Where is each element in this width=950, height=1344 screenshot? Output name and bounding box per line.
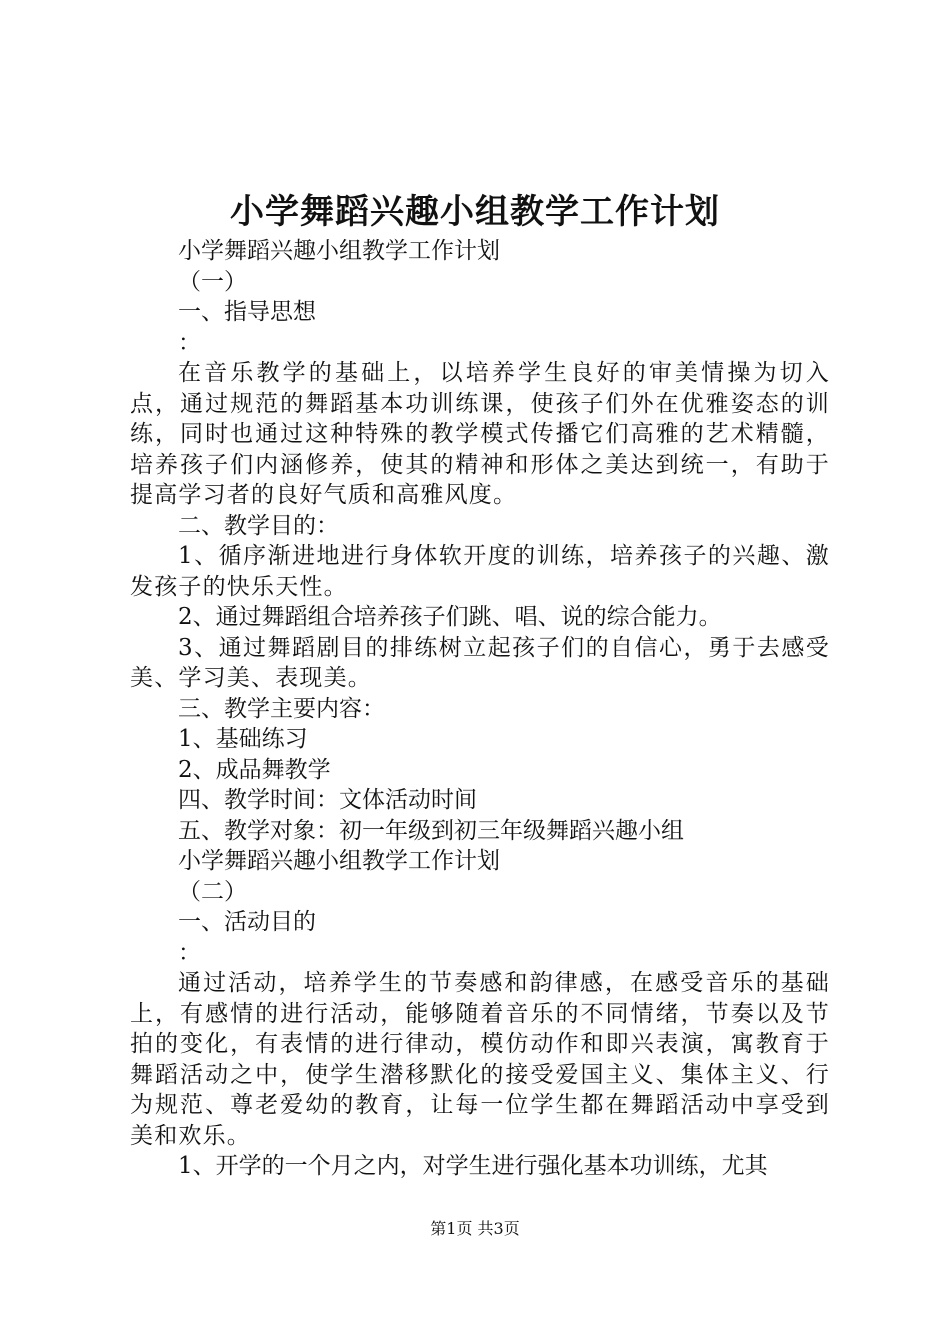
section-heading: 小学舞蹈兴趣小组教学工作计划 [178, 238, 500, 264]
document-body [130, 236, 830, 1182]
purpose-heading: 一、活动目的 [178, 909, 316, 935]
time-line: 四、教学时间：文体活动时间 [178, 787, 477, 813]
content-item: 1、基础练习 [178, 726, 308, 752]
goal-item: 3、通过舞蹈剧目的排练树立起孩子们的自信心，勇于去感受美、学习美、表现美。 [130, 634, 830, 691]
page-title: 小学舞蹈兴趣小组教学工作计划 [230, 192, 720, 232]
section-number: （一） [178, 268, 247, 295]
section-heading: 小学舞蹈兴趣小组教学工作计划 [178, 848, 500, 874]
page-footer: 第1页 共3页 [430, 1219, 520, 1238]
purpose-paragraph: 通过活动，培养学生的节奏感和韵律感，在感受音乐的基础上，有感情的进行活动，能够随着音乐的不同情绪，节奏以及节拍的变化，有表情的进行律动，模仿动作和即兴表演，寓教育于舞蹈活动之中，使学生潜移默化的接受爱国主义、集体主义、行为规范、尊老爱幼的教育，让每一位学生都在舞蹈活动中享受到美和欢乐。 [130, 970, 830, 1149]
colon-line: ： [178, 939, 201, 966]
guide-paragraph: 在音乐教学的基础上，以培养学生良好的审美情操为切入点，通过规范的舞蹈基本功训练课，使孩子们外在优雅姿态的训练，同时也通过这种特殊的教学模式传播它们高雅的艺术精髓，培养孩子们内涵修养，使其的精神和形体之美达到统一，有助于提高学习者的良好气质和高雅风度。 [130, 360, 830, 508]
goal-item: 1、循序渐进地进行身体软开度的训练，培养孩子的兴趣、激发孩子的快乐天性。 [130, 543, 830, 600]
guide-heading: 一、指导思想 [178, 299, 316, 325]
section-number: （二） [178, 878, 247, 905]
goal-item: 2、通过舞蹈组合培养孩子们跳、唱、说的综合能力。 [178, 604, 722, 630]
target-line: 五、教学对象：初一年级到初三年级舞蹈兴趣小组 [178, 817, 684, 844]
content-heading: 三、教学主要内容： [178, 695, 385, 722]
content-item: 2、成品舞教学 [178, 756, 331, 783]
goals-heading: 二、教学目的： [178, 512, 339, 539]
colon-line: ： [178, 329, 201, 356]
activity-item: 1、开学的一个月之内，对学生进行强化基本功训练，尤其 [178, 1153, 768, 1179]
